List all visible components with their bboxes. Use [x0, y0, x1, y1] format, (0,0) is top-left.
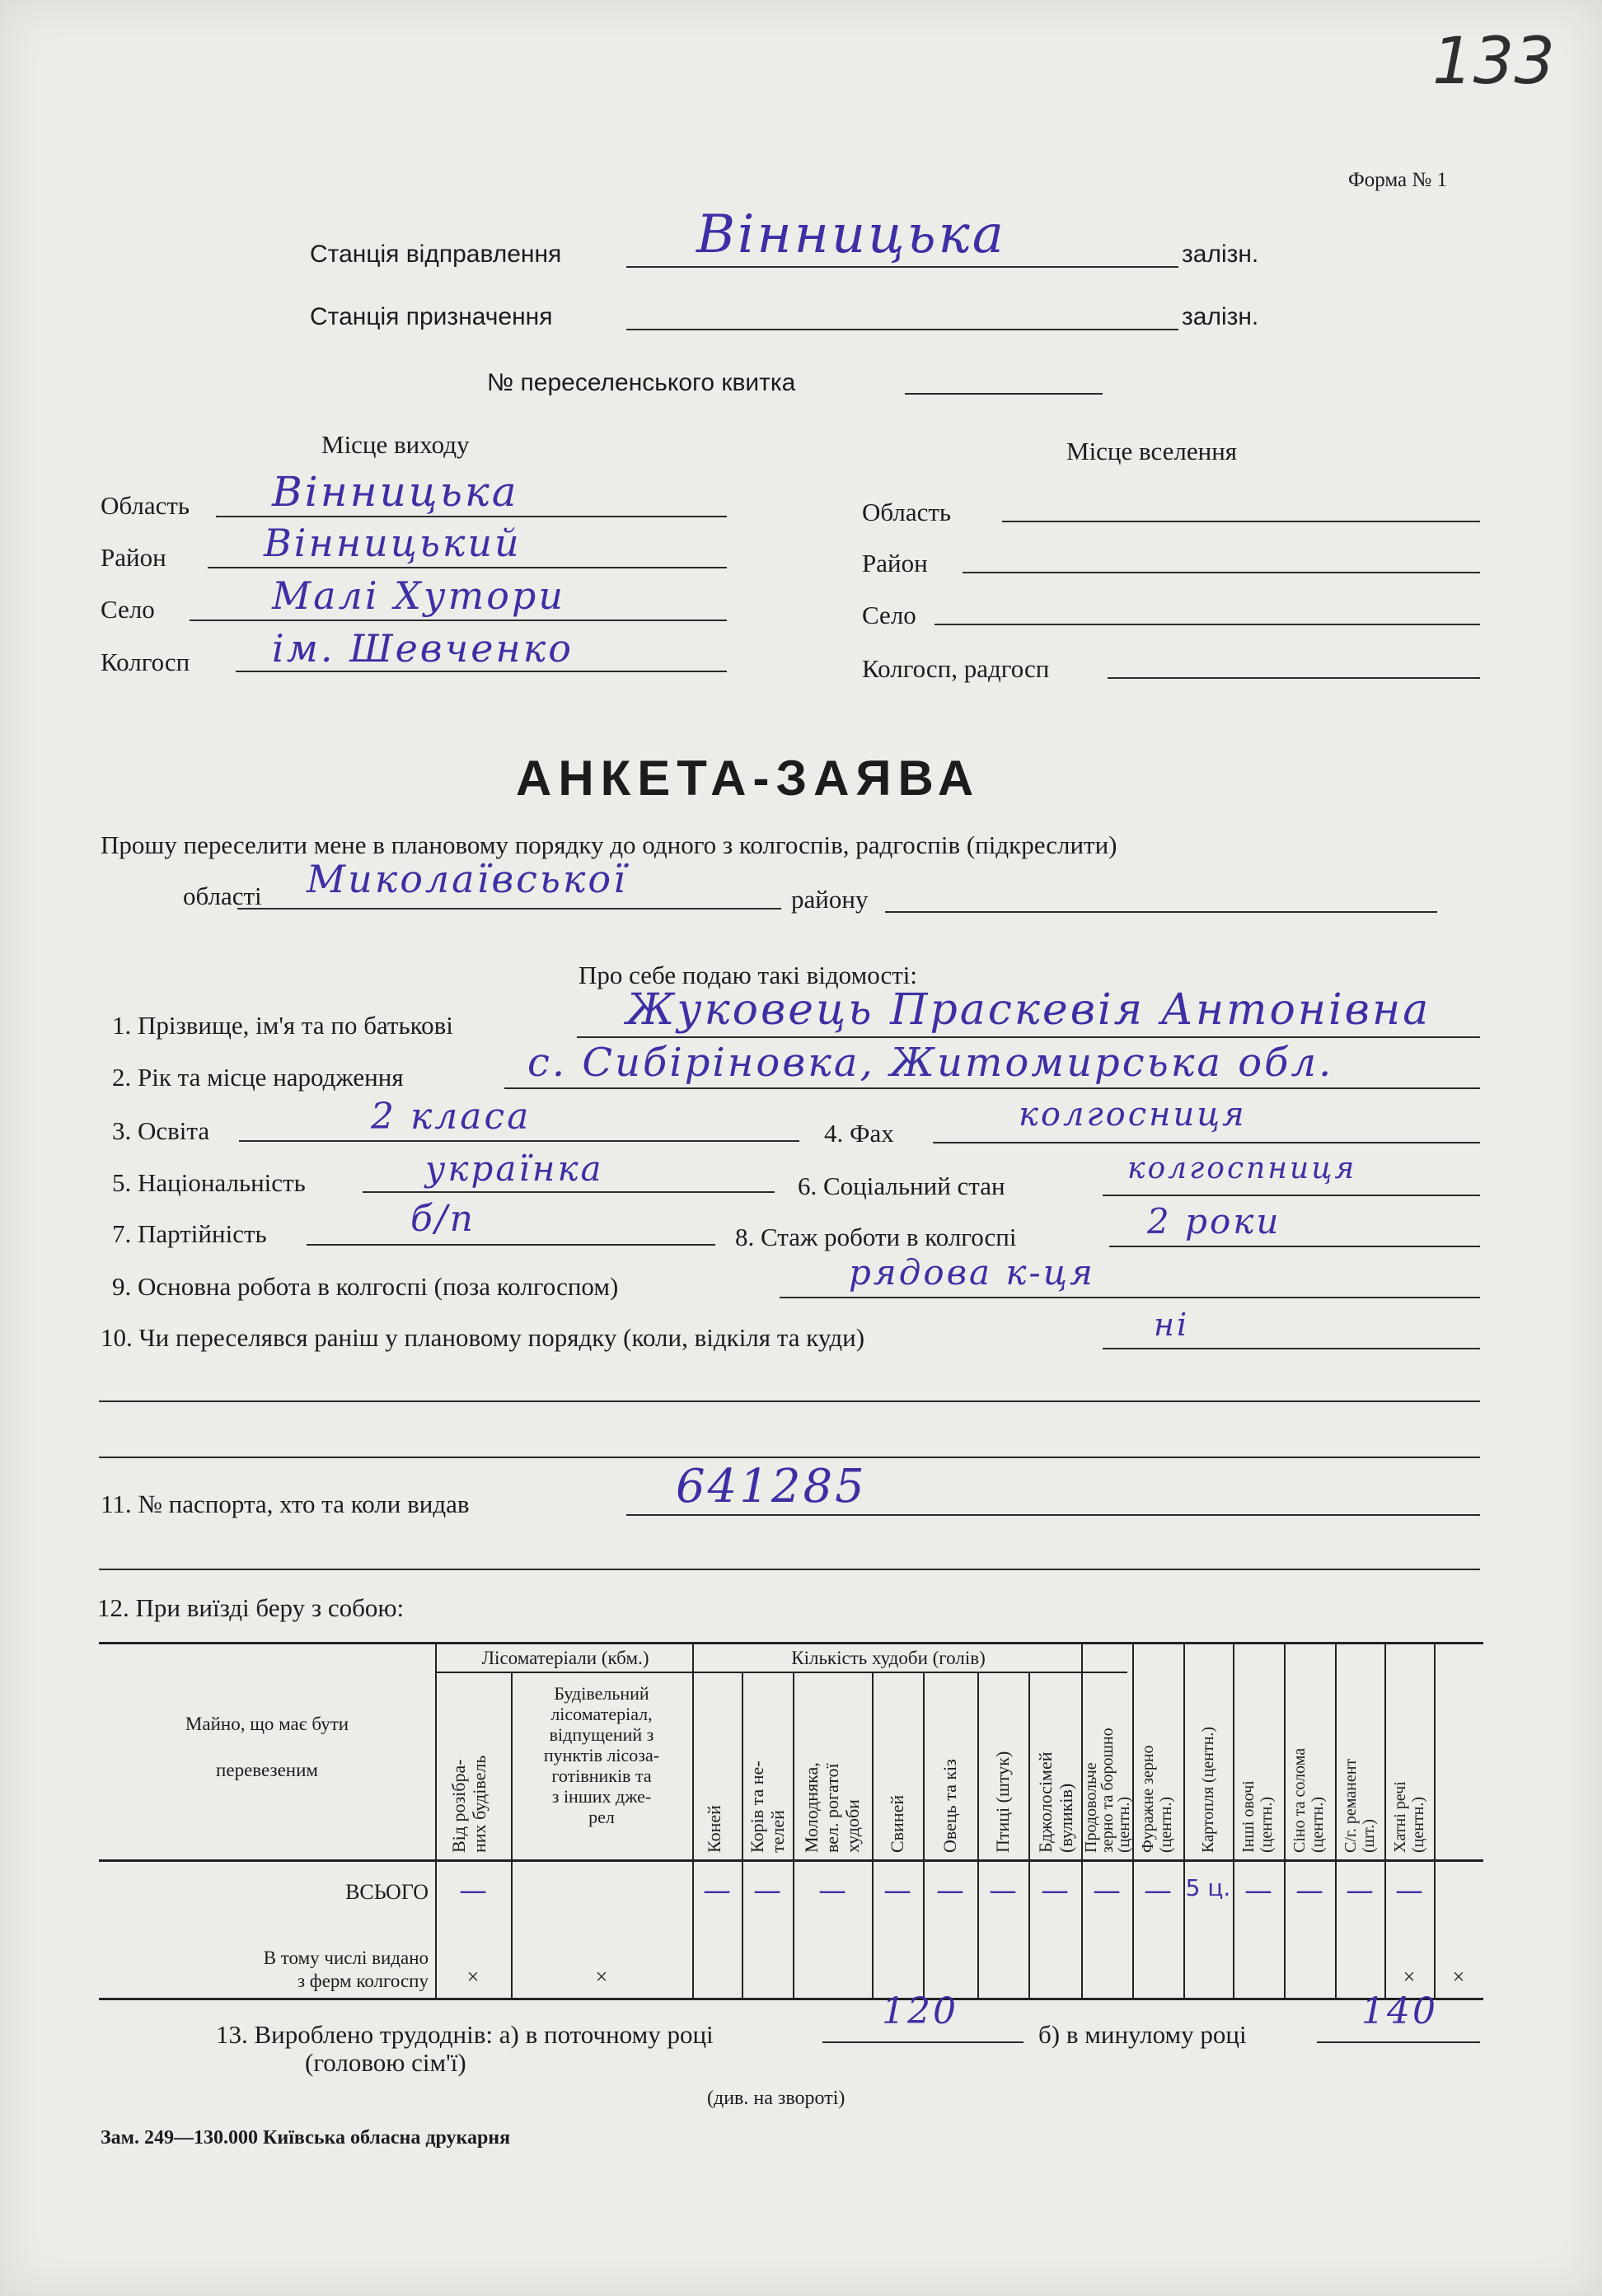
destination-kolhosp-line	[1108, 677, 1480, 679]
table-header-divider	[99, 1859, 1483, 1862]
origin-oblast-value: Вінницька	[272, 468, 519, 516]
workdays-current-line	[822, 2041, 1024, 2043]
col-header-bees: Бджолосімей (вуликів)	[1035, 1751, 1076, 1853]
departure-station-label: Станція відправлення	[310, 241, 562, 268]
row-farm-label-line1: В тому числі видано	[263, 1948, 429, 1968]
departure-station-value: Вінницька	[696, 204, 1006, 265]
col-header-young: Молодняка, вел. рогатої худоби	[801, 1762, 863, 1853]
origin-selo-label: Село	[101, 595, 155, 624]
q6-line	[1103, 1195, 1480, 1196]
col-header-tools: С/г. реманент (шт.)	[1342, 1758, 1378, 1853]
col-header-pigs: Свиней	[887, 1794, 907, 1853]
destination-selo-line	[934, 624, 1480, 625]
col-header-fodder: Фуражне зерно (центн.)	[1139, 1745, 1175, 1853]
ticket-label: № переселенського квитка	[487, 369, 796, 396]
origin-selo-line	[190, 620, 727, 621]
request-oblast-label: області	[183, 881, 262, 910]
q1-label: 1. Прізвище, ім'я та по батькові	[112, 1011, 453, 1040]
farm-cell: ×	[1403, 1965, 1416, 1989]
col-line-2	[511, 1672, 513, 1999]
col-header-poultry: Птиці (штук)	[992, 1751, 1013, 1853]
col-header-grain: Продовольче зерно та борошно (центн.)	[1082, 1728, 1133, 1853]
q3-value: 2 класа	[371, 1096, 532, 1138]
q1-line	[577, 1036, 1480, 1038]
col-line-12	[1183, 1642, 1185, 1999]
destination-selo-label: Село	[862, 601, 916, 629]
workdays-previous-value: 140	[1361, 1990, 1438, 2032]
col-line-15	[1335, 1642, 1337, 1999]
q5-line	[363, 1191, 775, 1193]
q6-label: 6. Соціальний стан	[798, 1171, 1005, 1200]
col-header-horses: Коней	[704, 1805, 724, 1853]
workdays-sublabel: (головою сім'ї)	[305, 2048, 466, 2077]
col-line-17	[1434, 1642, 1436, 1999]
total-cell: —	[1041, 1874, 1069, 1907]
total-cell: —	[753, 1874, 781, 1907]
q10-value: ні	[1154, 1307, 1190, 1343]
destination-oblast-line	[1002, 521, 1480, 522]
departure-station-line	[626, 266, 1178, 268]
total-cell: —	[818, 1874, 846, 1907]
col-line-16	[1384, 1642, 1386, 1999]
row-total-label: ВСЬОГО	[345, 1880, 429, 1904]
q9-value: рядова к-ця	[849, 1252, 1095, 1293]
total-cell: —	[989, 1874, 1017, 1907]
property-header-line2: перевезеним	[216, 1760, 318, 1780]
ticket-line	[905, 393, 1103, 395]
col-line-4	[742, 1672, 743, 1999]
q4-value: колгосниця	[1019, 1096, 1247, 1134]
q3-label: 3. Освіта	[112, 1116, 210, 1145]
request-oblast-value: Миколаївської	[307, 857, 628, 901]
row-farm-label-line2: з ферм колгоспу	[297, 1971, 429, 1991]
col-header-hay: Сіно та солома (центн.)	[1290, 1747, 1327, 1853]
origin-heading: Місце виходу	[321, 430, 470, 459]
total-cell: —	[459, 1874, 487, 1907]
total-cell: —	[703, 1874, 731, 1907]
total-cell: 5 ц.	[1185, 1874, 1231, 1901]
q5-value: українка	[425, 1148, 604, 1189]
total-cell: —	[1346, 1874, 1374, 1907]
total-cell: —	[1395, 1874, 1423, 1907]
q2-value: с. Сибіріновка, Житомирська обл.	[527, 1040, 1334, 1086]
origin-rayon-value: Вінницький	[264, 521, 522, 565]
q3-line	[239, 1140, 799, 1142]
col-header-veg: Інші овочі (центн.)	[1239, 1780, 1276, 1853]
q10-extra-line-1	[99, 1401, 1480, 1402]
col-header-household: Хатні речі (центн.)	[1391, 1781, 1427, 1853]
origin-rayon-label: Район	[101, 543, 166, 572]
q11-value: 641285	[676, 1460, 867, 1513]
property-header-line1: Майно, що має бути	[185, 1714, 349, 1734]
q5-label: 5. Національність	[112, 1168, 306, 1197]
total-cell: —	[1244, 1874, 1272, 1907]
total-cell: —	[1295, 1874, 1323, 1907]
q10-label: 10. Чи переселявся раніш у плановому порядку (коли, відкіля та куди)	[101, 1323, 865, 1352]
col-line-14	[1284, 1642, 1286, 1999]
origin-oblast-label: Область	[101, 491, 190, 520]
col-header-building-timber: Будівельний лісоматеріал, відпущений з пунктів лісоза- готівників та з інших дже- рел	[543, 1683, 660, 1827]
archive-number: 133	[1432, 25, 1555, 99]
origin-kolhosp-line	[236, 671, 727, 672]
q10-line	[1103, 1348, 1480, 1349]
info-intro: Про себе подаю такі відомості:	[578, 961, 918, 989]
origin-kolhosp-label: Колгосп	[101, 648, 190, 676]
departure-rail-label: залізн.	[1182, 241, 1259, 268]
workdays-previous-line	[1317, 2041, 1480, 2043]
total-cell: —	[936, 1874, 964, 1907]
table-group-divider	[435, 1672, 1127, 1673]
total-cell: —	[1144, 1874, 1172, 1907]
form-label: Форма № 1	[1348, 169, 1447, 191]
origin-oblast-line	[216, 516, 727, 517]
origin-rayon-line	[208, 567, 727, 568]
origin-kolhosp-value: ім. Шевченко	[272, 626, 574, 671]
q10-extra-line-2	[99, 1457, 1480, 1458]
q4-line	[933, 1142, 1480, 1143]
q7-line	[307, 1244, 715, 1246]
col-line-9	[1028, 1672, 1030, 1999]
destination-oblast-label: Область	[862, 498, 952, 526]
q4-label: 4. Фах	[824, 1119, 894, 1148]
total-cell: —	[1093, 1874, 1121, 1907]
destination-rail-label: залізн.	[1182, 303, 1259, 330]
livestock-group-header: Кількість худоби (голів)	[791, 1648, 986, 1668]
q12-label: 12. При виїзді беру з собою:	[97, 1593, 405, 1622]
request-text: Прошу переселити мене в плановому порядку до одного з колгоспів, радгоспів (підкреслити)	[101, 830, 1117, 859]
destination-rayon-label: Район	[862, 549, 928, 578]
q7-label: 7. Партійність	[112, 1219, 267, 1248]
see-reverse-note: (див. на звороті)	[707, 2088, 846, 2109]
destination-rayon-line	[963, 572, 1480, 573]
col-line-6	[872, 1672, 874, 1999]
farm-cell: ×	[466, 1965, 480, 1989]
q2-label: 2. Рік та місце народження	[112, 1063, 404, 1092]
col-header-potato: Картопля (центн.)	[1199, 1726, 1217, 1853]
q8-value: 2 роки	[1147, 1201, 1281, 1242]
q1-value: Жуковець Праскевія Антонівна	[626, 985, 1431, 1035]
origin-selo-value: Малі Хутори	[272, 573, 565, 618]
total-cell: —	[883, 1874, 911, 1907]
col-line-13	[1233, 1642, 1234, 1999]
property-table	[99, 1642, 1483, 2001]
col-header-cows: Корів та не- телей	[747, 1761, 788, 1853]
q9-label: 9. Основна робота в колгоспі (поза колгоспом)	[112, 1272, 619, 1301]
farm-cell: ×	[595, 1965, 608, 1989]
q8-label: 8. Стаж роботи в колгоспі	[735, 1223, 1017, 1251]
col-line-8	[977, 1672, 979, 1999]
q11-extra-line	[99, 1569, 1480, 1570]
timber-group-header: Лісоматеріали (кбм.)	[481, 1648, 649, 1668]
q11-label: 11. № паспорта, хто та коли видав	[101, 1489, 470, 1518]
workdays-current-value: 120	[882, 1990, 958, 2032]
destination-heading: Місце вселення	[1066, 437, 1238, 465]
col-header-dismantled: Від розібра- них будівель	[448, 1755, 490, 1853]
col-header-sheep: Овець та кіз	[939, 1759, 960, 1853]
q7-value: б/п	[410, 1198, 476, 1240]
printer-imprint: Зам. 249—130.000 Київська обласна друкарня	[101, 2127, 511, 2149]
col-line-3	[692, 1642, 694, 1999]
col-line-7	[923, 1672, 925, 1999]
destination-station-line	[626, 329, 1178, 330]
table-bottom-border	[99, 1998, 1483, 2000]
destination-station-label: Станція призначення	[310, 303, 553, 330]
q8-line	[1109, 1246, 1480, 1247]
table-top-border	[99, 1642, 1483, 1644]
request-rayon-line	[885, 911, 1437, 913]
q2-line	[504, 1087, 1480, 1089]
farm-cell: ×	[1452, 1965, 1465, 1989]
form-title: АНКЕТА-ЗАЯВА	[516, 751, 981, 806]
q11-line	[626, 1514, 1480, 1516]
col-line-5	[793, 1672, 794, 1999]
workdays-label: 13. Вироблено трудоднів: а) в поточному році	[216, 2020, 714, 2049]
q9-line	[780, 1297, 1480, 1298]
request-rayon-label: району	[791, 885, 869, 914]
request-oblast-line	[237, 908, 781, 910]
destination-kolhosp-label: Колгосп, радгосп	[862, 654, 1050, 683]
q6-value: колгоспниця	[1127, 1152, 1357, 1185]
workdays-previous-label: б) в минулому році	[1038, 2020, 1247, 2049]
col-line-1	[435, 1642, 437, 1999]
